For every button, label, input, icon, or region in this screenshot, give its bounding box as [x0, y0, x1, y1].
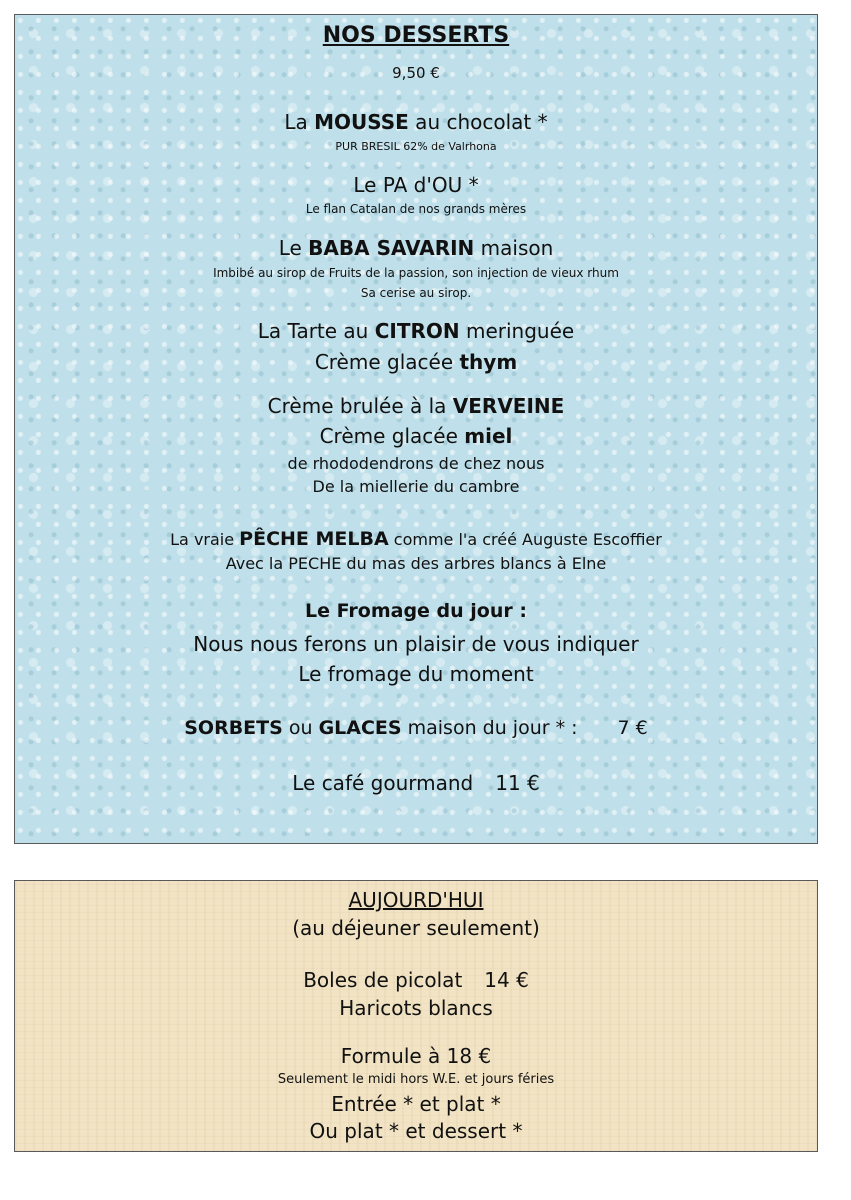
sorbets-line: SORBETS ou GLACES maison du jour * : 7 € — [184, 717, 648, 739]
cafe-line: Le café gourmand 11 € — [292, 771, 540, 795]
mousse-name: La MOUSSE au chocolat * — [284, 110, 548, 134]
creme-glace: Crème glacée miel — [319, 424, 513, 448]
tarte-glace: Crème glacée thym — [314, 350, 518, 374]
formule-title: Formule à 18 € — [340, 1044, 492, 1068]
desserts-price: 9,50 € — [392, 64, 440, 82]
cafe-price: 11 € — [495, 771, 540, 795]
fromage-line-2: Le fromage du moment — [298, 662, 534, 686]
formule-note: Seulement le midi hors W.E. et jours féries — [277, 1072, 555, 1087]
dish-line: Boles de picolat 14 € — [303, 968, 529, 992]
today-title: AUJOURD'HUI — [348, 888, 484, 912]
baba-detail-2: Sa cerise au sirop. — [360, 286, 472, 300]
baba-detail-1: Imbibé au sirop de Fruits de la passion, son injection de vieux rhum — [213, 266, 619, 280]
creme-name: Crème brulée à la VERVEINE — [267, 394, 565, 418]
today-subtitle: (au déjeuner seulement) — [292, 916, 540, 940]
creme-detail-1: de rhododendrons de chez nous — [287, 454, 545, 473]
sorbets-price: 7 € — [617, 717, 648, 739]
desserts-panel — [14, 14, 818, 844]
desserts-title: NOS DESSERTS — [322, 23, 510, 48]
fromage-line-1: Nous nous ferons un plaisir de vous indiquer — [193, 632, 639, 656]
formule-option-1: Entrée * et plat * — [331, 1092, 501, 1116]
mousse-detail: PUR BRESIL 62% de Valrhona — [335, 140, 497, 153]
fromage-title: Le Fromage du jour : — [305, 600, 527, 622]
today-panel — [14, 880, 818, 1152]
peche-detail: Avec la PECHE du mas des arbres blancs à Elne — [225, 554, 607, 573]
padou-name: Le PA d'OU * — [353, 173, 479, 197]
dish-price: 14 € — [484, 968, 529, 992]
creme-detail-2: De la miellerie du cambre — [312, 477, 520, 496]
peche-name: La vraie PÊCHE MELBA comme l'a créé Auguste Escoffier — [170, 528, 662, 550]
tarte-name: La Tarte au CITRON meringuée — [257, 319, 575, 343]
padou-detail: Le flan Catalan de nos grands mères — [305, 202, 527, 216]
baba-name: Le BABA SAVARIN maison — [278, 236, 554, 260]
dish-detail: Haricots blancs — [339, 996, 493, 1020]
formule-option-2: Ou plat * et dessert * — [309, 1119, 523, 1143]
